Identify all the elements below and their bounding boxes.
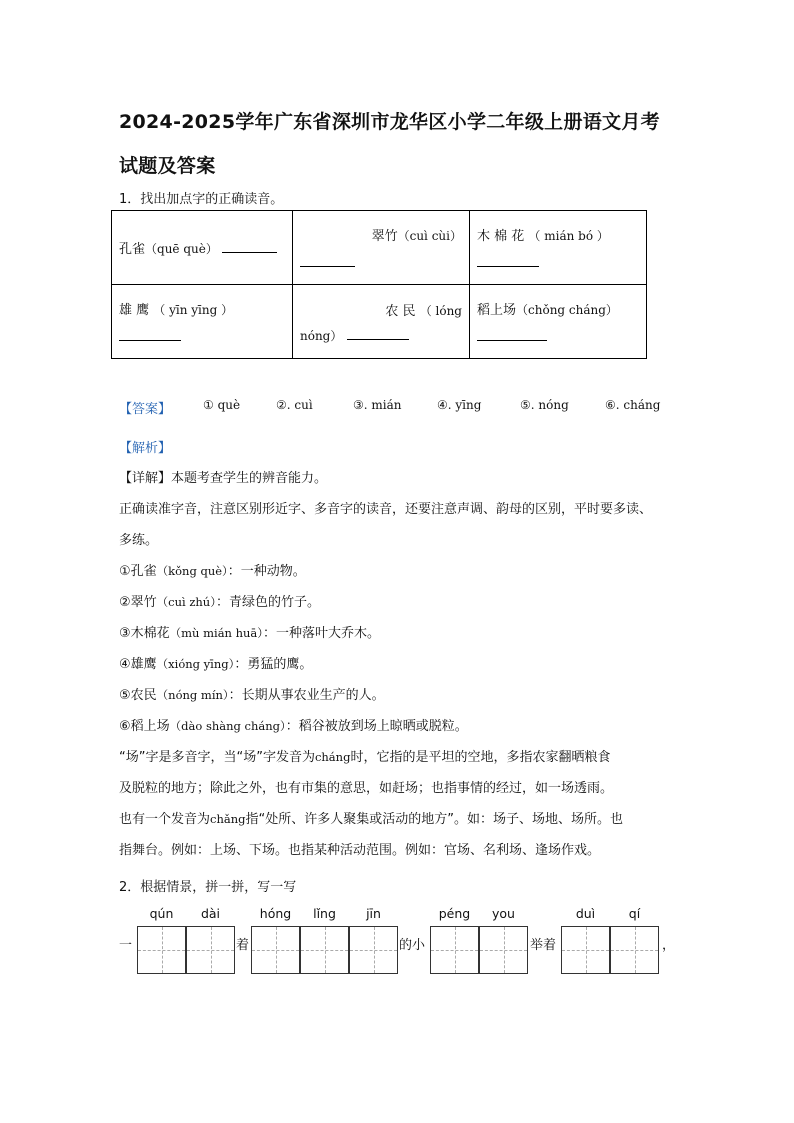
text-juzhe: 举着 xyxy=(530,938,557,953)
pinyin-label: lǐng xyxy=(313,906,336,921)
question-1-table xyxy=(111,210,647,359)
writing-box[interactable] xyxy=(349,926,398,974)
pinyin-label: qún xyxy=(149,906,174,921)
writing-box[interactable] xyxy=(251,926,300,974)
pinyin-label: duì xyxy=(575,906,596,921)
text-comma: ， xyxy=(662,938,676,953)
pinyin-options: （ yīn yīng ） xyxy=(153,302,234,317)
text-yi: 一 xyxy=(119,938,133,953)
word: 稻上场 xyxy=(477,302,517,318)
pinyin-label: qí xyxy=(628,906,641,921)
analysis-paragraph: 及脱粒的地方；除此之外，也有市集的意思，如赶场；也指事情的经过，如一场透雨。 xyxy=(119,781,614,796)
pinyin-label: hóng xyxy=(259,906,292,921)
answer-item: ③. mián xyxy=(353,398,402,412)
answer-item: ① què xyxy=(203,398,241,412)
writing-box[interactable] xyxy=(430,926,479,974)
pinyin-options: （ mián bó ） xyxy=(528,228,609,243)
analysis-paragraph: 正确读准字音，注意区别形近字、多音字的读音，还要注意声调、韵母的区别，平时要多读、 xyxy=(119,502,653,517)
answer-item: ⑥. cháng xyxy=(605,398,661,412)
pinyin-label: jīn xyxy=(366,906,381,921)
analysis-body xyxy=(119,463,679,866)
cell-kongque xyxy=(112,211,293,285)
document-title: 2024-2025学年广东省深圳市龙华区小学二年级上册语文月考试题及答案 xyxy=(119,111,660,177)
answer-item: ⑤. nóng xyxy=(520,398,569,412)
answer-blank[interactable] xyxy=(119,326,181,341)
analysis-item: ③木棉花（mù mián huā）：一种落叶大乔木。 xyxy=(119,626,381,641)
writing-box[interactable] xyxy=(479,926,528,974)
analysis-tag: 【解析】 xyxy=(119,441,172,456)
analysis-item: ④雄鹰（xióng yīng）：勇猛的鹰。 xyxy=(119,657,313,672)
writing-box[interactable] xyxy=(186,926,235,974)
analysis-item: ①孔雀（kǒng què）：一种动物。 xyxy=(119,564,306,579)
pinyin-options: （ lóng xyxy=(419,303,462,318)
pinyin-label: dài xyxy=(200,906,221,921)
question-1-prompt: 1．找出加点字的正确读音。 xyxy=(119,192,284,207)
pinyin-options: （cuì cùi） xyxy=(397,228,462,243)
cell-nongmin xyxy=(293,285,470,359)
word: 翠竹 xyxy=(371,228,398,244)
writing-box[interactable] xyxy=(610,926,659,974)
analysis-paragraph: 指舞台。例如：上场、下场。也指某种活动范围。例如：官场、名利场、逢场作戏。 xyxy=(119,843,601,858)
writing-box[interactable] xyxy=(300,926,349,974)
cell-daoshangchang xyxy=(470,285,647,359)
answer-blank[interactable] xyxy=(347,325,409,340)
analysis-detail: 【详解】本题考查学生的辨音能力。 xyxy=(119,471,328,486)
pinyin-options-cont: nóng） xyxy=(300,328,343,343)
word: 农 民 xyxy=(385,303,416,319)
analysis-paragraph: “场”字是多音字，当“场”字发音为cháng时，它指的是平坦的空地，多指农家翻晒粮食 xyxy=(119,750,611,765)
word: 木 棉 花 xyxy=(477,228,525,244)
analysis-paragraph: 多练。 xyxy=(119,533,159,548)
writing-grid-row xyxy=(0,926,794,976)
answer-blank[interactable] xyxy=(300,252,355,267)
answer-item: ②. cuì xyxy=(276,398,313,412)
cell-cuizhu xyxy=(293,211,470,285)
word: 孔雀 xyxy=(119,242,146,257)
analysis-item: ⑥稻上场（dào shàng cháng）：稻谷被放到场上晾晒或脱粒。 xyxy=(119,719,468,734)
text-dexiao: 的小 xyxy=(399,938,426,953)
word: 雄 鹰 xyxy=(119,302,150,318)
writing-box[interactable] xyxy=(137,926,186,974)
answer-item: ④. yīng xyxy=(437,398,482,412)
writing-box[interactable] xyxy=(561,926,610,974)
answer-blank[interactable] xyxy=(477,252,539,267)
analysis-paragraph: 也有一个发音为chǎng指“处所、许多人聚集或活动的地方”。如：场子、场地、场所。也 xyxy=(119,812,623,827)
cell-xiongying xyxy=(112,285,293,359)
pinyin-label: you xyxy=(492,906,515,921)
cell-mumianhua xyxy=(470,211,647,285)
pinyin-options: （chǒng cháng） xyxy=(516,302,618,317)
answer-row xyxy=(119,396,679,416)
answer-blank[interactable] xyxy=(222,238,277,253)
answer-tag: 【答案】 xyxy=(119,402,172,417)
analysis-item: ⑤农民（nóng mín）：长期从事农业生产的人。 xyxy=(119,688,385,703)
question-2-prompt: 2．根据情景，拼一拼，写一写 xyxy=(119,880,297,895)
answer-blank[interactable] xyxy=(477,326,547,341)
pinyin-label: péng xyxy=(438,906,471,921)
text-zhe: 着 xyxy=(236,938,250,953)
pinyin-row xyxy=(0,906,794,926)
analysis-item: ②翠竹（cuì zhú）：青绿色的竹子。 xyxy=(119,595,320,610)
pinyin-options: （quē què） xyxy=(145,242,218,256)
